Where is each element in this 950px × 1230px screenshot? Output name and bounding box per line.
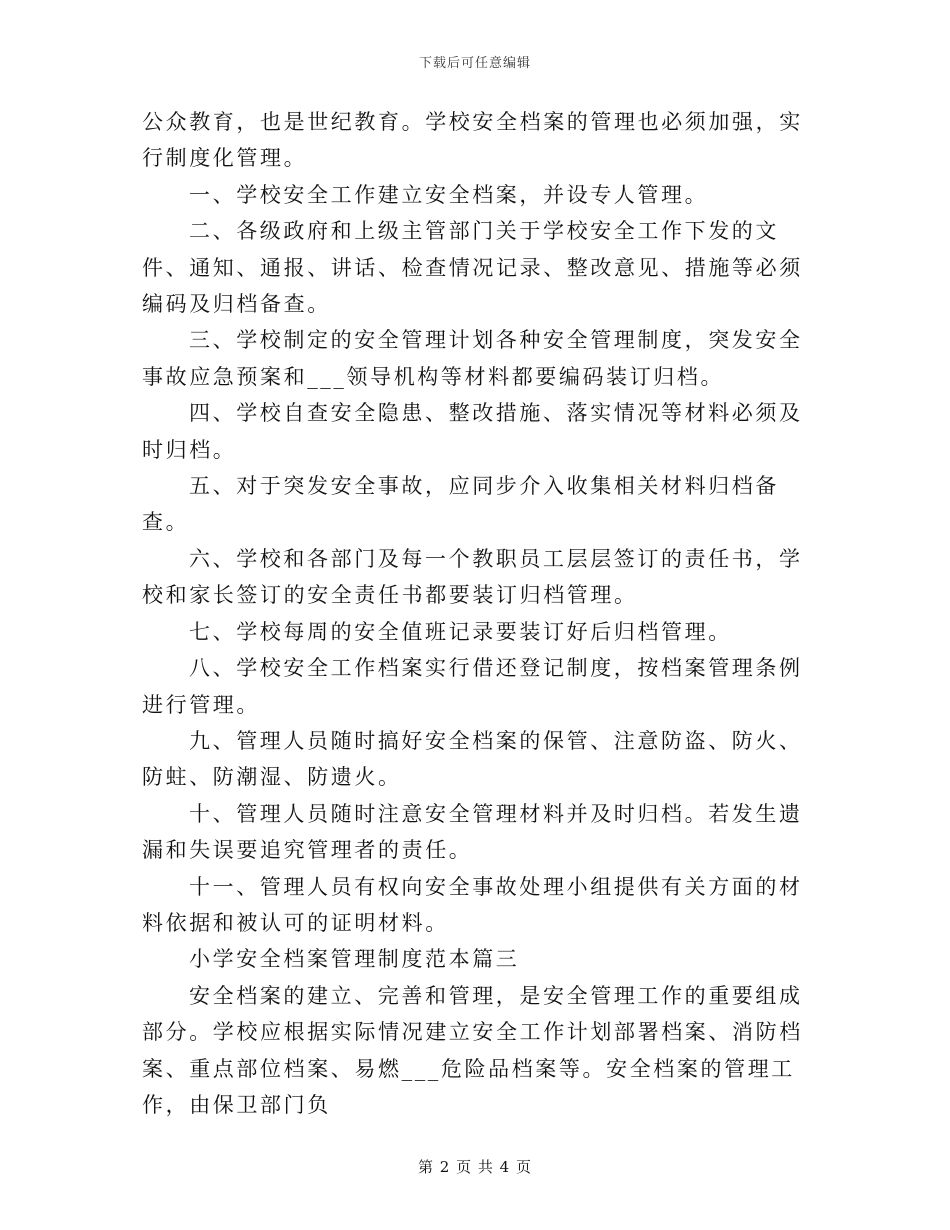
- paragraph: 九、管理人员随时搞好安全档案的保管、注意防盗、防火、防蛀、防潮湿、防遗火。: [142, 728, 803, 790]
- paragraph: 七、学校每周的安全值班记录要装订好后归档管理。: [189, 619, 732, 644]
- page-footer: 第 2 页 共 4 页: [418, 1158, 532, 1176]
- document-body: [142, 104, 808, 1123]
- page-header: 下载后可任意编辑: [418, 56, 531, 71]
- section-heading: 小学安全档案管理制度范本篇三: [189, 947, 520, 972]
- paragraph: 六、学校和各部门及每一个教职员工层层签订的责任书，学校和家长签订的安全责任书都要装订归档管理。: [142, 546, 803, 608]
- paragraph: 二、各级政府和上级主管部门关于学校安全工作下发的文件、通知、通报、讲话、检查情况记录、整改意见、措施等必须编码及归档备查。: [142, 219, 803, 317]
- paragraph: 公众教育，也是世纪教育。学校安全档案的管理也必须加强，实行制度化管理。: [142, 110, 803, 171]
- paragraph: 三、学校制定的安全管理计划各种安全管理制度，突发安全事故应急预案和___领导机构等材料都要编码装订归档。: [142, 328, 803, 389]
- paragraph: 八、学校安全工作档案实行借还登记制度，按档案管理条例进行管理。: [142, 656, 803, 717]
- paragraph: 五、对于突发安全事故，应同步介入收集相关材料归档备查。: [142, 474, 779, 535]
- paragraph: 安全档案的建立、完善和管理，是安全管理工作的重要组成部分。学校应根据实际情况建立安全工作计划部署档案、消防档案、重点部位档案、易燃___危险品档案等。安全档案的管理工作，由保卫部门负: [142, 983, 803, 1117]
- paragraph: 一、学校安全工作建立安全档案，并设专人管理。: [189, 182, 709, 207]
- paragraph: 十、管理人员随时注意安全管理材料并及时归档。若发生遗漏和失误要追究管理者的责任。: [142, 801, 803, 863]
- paragraph: 十一、管理人员有权向安全事故处理小组提供有关方面的材料依据和被认可的证明材料。: [142, 874, 803, 935]
- paragraph: 四、学校自查安全隐患、整改措施、落实情况等材料必须及时归档。: [142, 401, 803, 462]
